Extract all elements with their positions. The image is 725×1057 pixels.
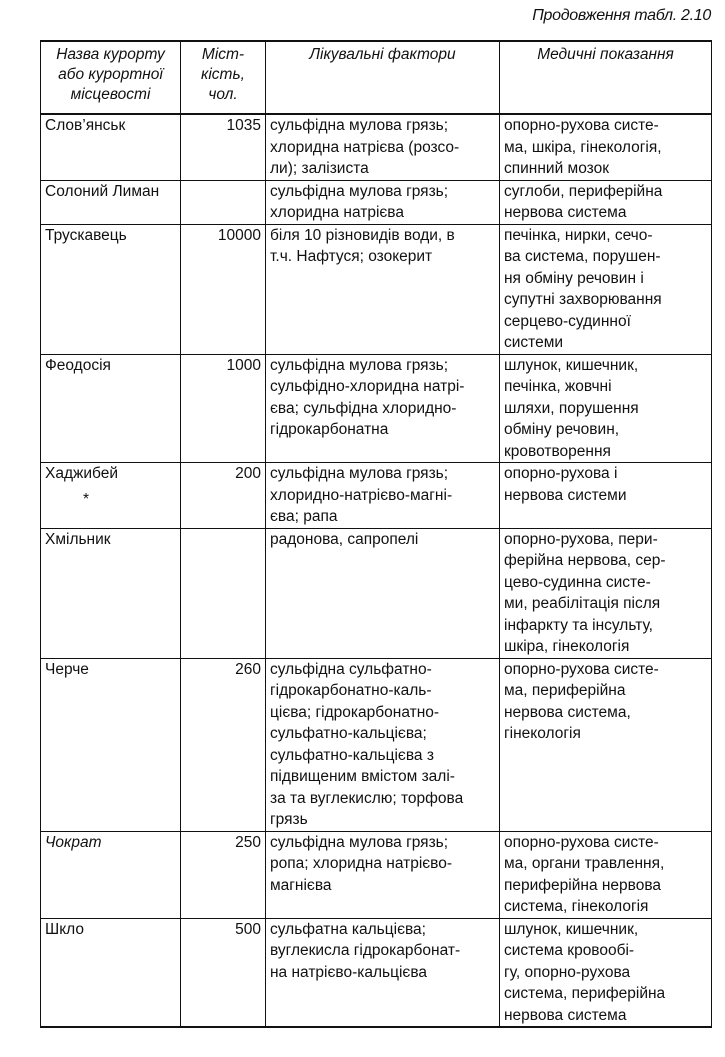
factor-line: хлоридна натрієва <box>270 204 404 221</box>
cell-indications <box>500 114 712 180</box>
resorts-table <box>40 40 712 1028</box>
header-resort-name: Назва курорту або курортної місцевості <box>41 41 181 114</box>
factor-line: хлоридно-натрієво-магні- <box>270 486 453 504</box>
indication-line: ма, шкіра, гінекологія, <box>504 138 662 156</box>
factor-line: хлоридна натрієва (розсо- <box>270 138 460 156</box>
table-row <box>41 528 712 658</box>
cell-resort-name <box>41 114 181 180</box>
factor-line: на натрієво-кальцієва <box>270 963 428 981</box>
cell-factors <box>266 918 500 1027</box>
factor-line: гідрокарбонатна <box>270 421 389 438</box>
indication-line: печінка, жовчні <box>504 378 612 395</box>
cell-resort-name <box>41 658 181 831</box>
cell-indications <box>500 180 712 224</box>
resort-name: Солоний Лиман <box>45 182 160 200</box>
indication-line: печінка, нирки, сечо- <box>504 226 653 244</box>
factor-line: сульфідна мулова грязь; <box>270 117 449 134</box>
indication-line: ферійна нервова, сер- <box>504 552 666 569</box>
indication-line: шлунок, кишечник, <box>504 356 639 374</box>
indication-line: ва система, порушен- <box>504 248 661 265</box>
factor-line: гідрокарбонатно-каль- <box>270 682 432 699</box>
factor-line: сульфатно-кальцієва з <box>270 746 434 764</box>
cell-indications <box>500 463 712 529</box>
indication-line: опорно-рухова систе- <box>504 833 659 851</box>
cell-factors <box>266 224 500 354</box>
indication-line: система, гінекологія <box>504 898 649 915</box>
header-factors: Лікувальні фактори <box>266 41 500 114</box>
cell-resort-name <box>41 224 181 354</box>
indication-line: опорно-рухова, пери- <box>504 530 658 548</box>
indication-line: шляхи, порушення <box>504 399 639 417</box>
cell-capacity: 250 <box>181 831 266 918</box>
indication-line: система, периферійна <box>504 985 666 1002</box>
factor-line: сульфатно-кальцієва; <box>270 725 427 742</box>
cell-capacity: 10000 <box>181 224 266 354</box>
factor-line: підвищеним вмістом залі- <box>270 768 455 785</box>
cell-capacity: 1035 <box>181 114 266 180</box>
table-row <box>41 463 712 529</box>
factor-line: т.ч. Нафтуся; озокерит <box>270 248 433 265</box>
factor-line: радонова, сапропелі <box>270 530 419 548</box>
factor-line: сульфідна мулова грязь; <box>270 465 449 482</box>
indication-line: ма, периферійна <box>504 682 626 699</box>
table-row <box>41 354 712 463</box>
indication-line: серцево-судинної <box>504 312 631 330</box>
cell-factors <box>266 180 500 224</box>
indication-line: кровотворення <box>504 442 611 460</box>
table-body <box>41 114 712 1027</box>
indication-line: системи <box>504 334 564 351</box>
resort-name: Чократ <box>45 833 102 851</box>
indication-line: цево-судинна систе- <box>504 573 651 591</box>
indication-line: периферійна нервова <box>504 876 662 894</box>
cell-resort-name <box>41 831 181 918</box>
factor-line: сульфатна кальцієва; <box>270 920 426 938</box>
indication-line: опорно-рухова систе- <box>504 117 659 134</box>
indication-line: ми, реабілітація після <box>504 595 661 612</box>
cell-resort-name <box>41 918 181 1027</box>
cell-capacity <box>181 180 266 224</box>
cell-factors <box>266 463 500 529</box>
factor-line: сульфідна мулова грязь; <box>270 833 449 851</box>
cell-indications <box>500 224 712 354</box>
resort-name: Хмільник <box>45 530 111 548</box>
indication-line: ня обміну речовин і <box>504 269 644 287</box>
indication-line: супутні захворювання <box>504 291 662 308</box>
cell-factors <box>266 528 500 658</box>
factor-line: біля 10 різновидів води, в <box>270 226 455 244</box>
indication-line: шкіра, гінекологія <box>504 638 630 655</box>
indication-line: спинний мозок <box>504 160 609 177</box>
cell-resort-name <box>41 180 181 224</box>
factor-line: грязь <box>270 811 308 828</box>
factor-line: сульфідно-хлоридна натрі- <box>270 378 465 395</box>
indication-line: нервова система, <box>504 703 631 721</box>
cell-resort-name <box>41 463 181 529</box>
factor-line: ропа; хлоридна натрієво- <box>270 855 453 872</box>
indication-line: гу, опорно-рухова <box>504 963 631 981</box>
indication-line: нервова системи <box>504 486 627 504</box>
resort-name: Слов’янськ <box>45 117 126 134</box>
factor-line: сульфідна мулова грязь; <box>270 356 449 374</box>
indication-line: нервова система <box>504 204 627 221</box>
cell-indications <box>500 918 712 1027</box>
factor-line: сульфідна мулова грязь; <box>270 182 449 200</box>
cell-indications <box>500 528 712 658</box>
header-indications: Медичні показання <box>500 41 712 114</box>
cell-indications <box>500 658 712 831</box>
resort-name: Шкло <box>45 920 84 938</box>
cell-factors <box>266 658 500 831</box>
cell-indications <box>500 831 712 918</box>
cell-resort-name <box>41 354 181 463</box>
table-row <box>41 831 712 918</box>
factor-line: єва; рапа <box>270 508 338 525</box>
factor-line: магнієва <box>270 876 332 894</box>
indication-line: система кровообі- <box>504 942 635 959</box>
indication-line: нервова система <box>504 1006 627 1024</box>
table-row <box>41 224 712 354</box>
cell-factors <box>266 831 500 918</box>
note-mark: * <box>83 490 90 508</box>
indication-line: інфаркту та інсульту, <box>504 616 653 634</box>
cell-factors <box>266 114 500 180</box>
factor-line: вуглекисла гідрокарбонат- <box>270 942 461 959</box>
cell-capacity: 1000 <box>181 354 266 463</box>
indication-line: опорно-рухова систе- <box>504 660 659 678</box>
table-row <box>41 180 712 224</box>
cell-factors <box>266 354 500 463</box>
indication-line: суглоби, периферійна <box>504 182 663 200</box>
indication-line: гінекологія <box>504 725 581 742</box>
resort-name: Трускавець <box>45 226 127 244</box>
table-caption: Продовження табл. 2.10 <box>532 7 711 24</box>
factor-line: єва; сульфідна хлоридно- <box>270 399 457 417</box>
resort-name: Хаджибей <box>45 465 119 482</box>
table-row <box>41 114 712 180</box>
cell-indications <box>500 354 712 463</box>
header-row <box>41 41 712 114</box>
table-row <box>41 658 712 831</box>
indication-line: шлунок, кишечник, <box>504 920 639 938</box>
indication-line: обміну речовин, <box>504 421 620 438</box>
table-row <box>41 918 712 1027</box>
cell-capacity: 500 <box>181 918 266 1027</box>
factor-line: сульфідна сульфатно- <box>270 660 432 678</box>
factor-line: ли); залізиста <box>270 160 369 177</box>
factor-line: цієва; гідрокарбонатно- <box>270 703 440 721</box>
header-capacity: Міст- кість, чол. <box>181 41 266 114</box>
cell-capacity: 260 <box>181 658 266 831</box>
resort-name: Черче <box>45 660 89 678</box>
resort-name: Феодосія <box>45 356 111 374</box>
factor-line: за та вуглекислю; торфова <box>270 789 464 807</box>
cell-capacity: 200 <box>181 463 266 529</box>
indication-line: опорно-рухова і <box>504 465 618 482</box>
indication-line: ма, органи травлення, <box>504 855 665 872</box>
cell-resort-name <box>41 528 181 658</box>
cell-capacity <box>181 528 266 658</box>
